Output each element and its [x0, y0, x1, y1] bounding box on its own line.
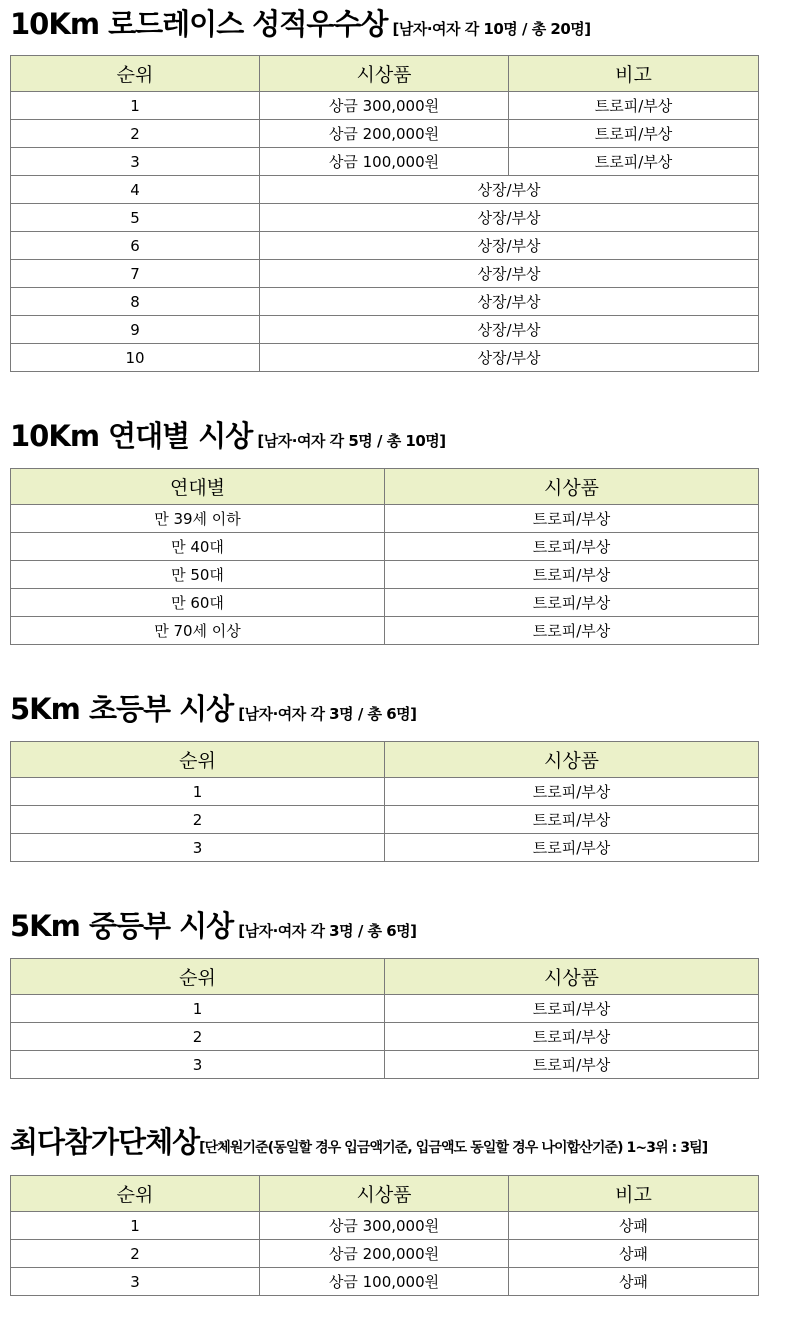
merged-prize-cell: 상장/부상 [260, 204, 759, 232]
table-row [11, 92, 759, 120]
prize-cell: 상금 300,000원 [260, 1212, 509, 1240]
rank-cell: 3 [11, 1268, 260, 1296]
table-row [11, 1240, 759, 1268]
merged-prize-cell: 상장/부상 [260, 288, 759, 316]
table-row [11, 176, 759, 204]
table-row [11, 288, 759, 316]
header-cell: 순위 [11, 959, 385, 995]
prize-cell: 트로피/부상 [385, 533, 759, 561]
table-row [11, 1268, 759, 1296]
header-cell: 시상품 [385, 742, 759, 778]
section-subtitle: [남자·여자 각 3명 / 총 6명] [238, 922, 417, 940]
table-row [11, 344, 759, 372]
rank-cell: 4 [11, 176, 260, 204]
rank-cell: 2 [11, 1240, 260, 1268]
rank-cell: 5 [11, 204, 260, 232]
table-5km-middle [10, 958, 758, 1079]
section-subtitle: [남자·여자 각 3명 / 총 6명] [238, 705, 417, 723]
header-cell: 시상품 [260, 1176, 509, 1212]
merged-prize-cell: 상장/부상 [260, 344, 759, 372]
section-heading-5km-elementary [10, 687, 417, 728]
age-cell: 만 60대 [11, 589, 385, 617]
table-row [11, 778, 759, 806]
note-cell: 상패 [509, 1268, 759, 1296]
rank-cell: 3 [11, 834, 385, 862]
table-row [11, 316, 759, 344]
header-cell: 시상품 [260, 56, 509, 92]
table-row [11, 1023, 759, 1051]
rank-cell: 8 [11, 288, 260, 316]
section-title: 10Km 로드레이스 성적우수상 [10, 7, 388, 41]
table-row [11, 505, 759, 533]
merged-prize-cell: 상장/부상 [260, 176, 759, 204]
table-row [11, 1212, 759, 1240]
note-cell: 상패 [509, 1212, 759, 1240]
section-subtitle: [남자·여자 각 5명 / 총 10명] [257, 432, 446, 450]
prize-cell: 트로피/부상 [385, 834, 759, 862]
section-title: 최다참가단체상 [10, 1125, 200, 1159]
table-row [11, 148, 759, 176]
age-cell: 만 40대 [11, 533, 385, 561]
note-cell: 상패 [509, 1240, 759, 1268]
prize-cell: 트로피/부상 [385, 1023, 759, 1051]
table-row [11, 1051, 759, 1079]
header-cell: 순위 [11, 56, 260, 92]
prize-cell: 상금 300,000원 [260, 92, 509, 120]
rank-cell: 3 [11, 1051, 385, 1079]
merged-prize-cell: 상장/부상 [260, 316, 759, 344]
prize-cell: 트로피/부상 [385, 505, 759, 533]
prize-cell: 상금 200,000원 [260, 120, 509, 148]
table-row [11, 561, 759, 589]
header-cell: 순위 [11, 1176, 260, 1212]
header-cell: 비고 [509, 1176, 759, 1212]
table-row [11, 617, 759, 645]
table-row [11, 120, 759, 148]
note-cell: 트로피/부상 [509, 148, 759, 176]
prize-cell: 상금 100,000원 [260, 148, 509, 176]
section-subtitle: [단체원기준(동일할 경우 입금액기준, 입금액도 동일할 경우 나이합산기준) 1~3위 : 3팀] [199, 1140, 708, 1156]
rank-cell: 6 [11, 232, 260, 260]
rank-cell: 7 [11, 260, 260, 288]
prize-cell: 트로피/부상 [385, 589, 759, 617]
prize-cell: 트로피/부상 [385, 617, 759, 645]
header-cell: 비고 [509, 56, 759, 92]
section-heading-team-award [10, 1120, 707, 1161]
rank-cell: 2 [11, 1023, 385, 1051]
header-cell: 순위 [11, 742, 385, 778]
rank-cell: 2 [11, 120, 260, 148]
note-cell: 트로피/부상 [509, 120, 759, 148]
table-10km-top [10, 55, 758, 372]
section-heading-5km-middle [10, 904, 417, 945]
prize-cell: 상금 100,000원 [260, 1268, 509, 1296]
age-cell: 만 70세 이상 [11, 617, 385, 645]
rank-cell: 3 [11, 148, 260, 176]
section-heading-10km-age [10, 414, 446, 455]
table-10km-age [10, 468, 758, 645]
table-row [11, 995, 759, 1023]
prize-cell: 트로피/부상 [385, 1051, 759, 1079]
table-5km-elementary [10, 741, 758, 862]
merged-prize-cell: 상장/부상 [260, 260, 759, 288]
prize-cell: 트로피/부상 [385, 778, 759, 806]
rank-cell: 10 [11, 344, 260, 372]
table-team-award [10, 1175, 758, 1296]
rank-cell: 1 [11, 1212, 260, 1240]
prize-cell: 트로피/부상 [385, 995, 759, 1023]
table-row [11, 232, 759, 260]
note-cell: 트로피/부상 [509, 92, 759, 120]
table-row [11, 589, 759, 617]
section-subtitle: [남자·여자 각 10명 / 총 20명] [392, 20, 591, 38]
age-cell: 만 50대 [11, 561, 385, 589]
rank-cell: 2 [11, 806, 385, 834]
section-title: 5Km 초등부 시상 [10, 692, 234, 726]
table-row [11, 806, 759, 834]
prize-cell: 상금 200,000원 [260, 1240, 509, 1268]
table-row [11, 260, 759, 288]
header-cell: 시상품 [385, 469, 759, 505]
section-title: 10Km 연대별 시상 [10, 419, 253, 453]
rank-cell: 1 [11, 995, 385, 1023]
section-heading-10km-top [10, 2, 591, 43]
rank-cell: 9 [11, 316, 260, 344]
table-row [11, 204, 759, 232]
rank-cell: 1 [11, 778, 385, 806]
prize-cell: 트로피/부상 [385, 561, 759, 589]
header-cell: 연대별 [11, 469, 385, 505]
header-cell: 시상품 [385, 959, 759, 995]
section-title: 5Km 중등부 시상 [10, 909, 234, 943]
table-row [11, 834, 759, 862]
merged-prize-cell: 상장/부상 [260, 232, 759, 260]
age-cell: 만 39세 이하 [11, 505, 385, 533]
rank-cell: 1 [11, 92, 260, 120]
table-row [11, 533, 759, 561]
prize-cell: 트로피/부상 [385, 806, 759, 834]
